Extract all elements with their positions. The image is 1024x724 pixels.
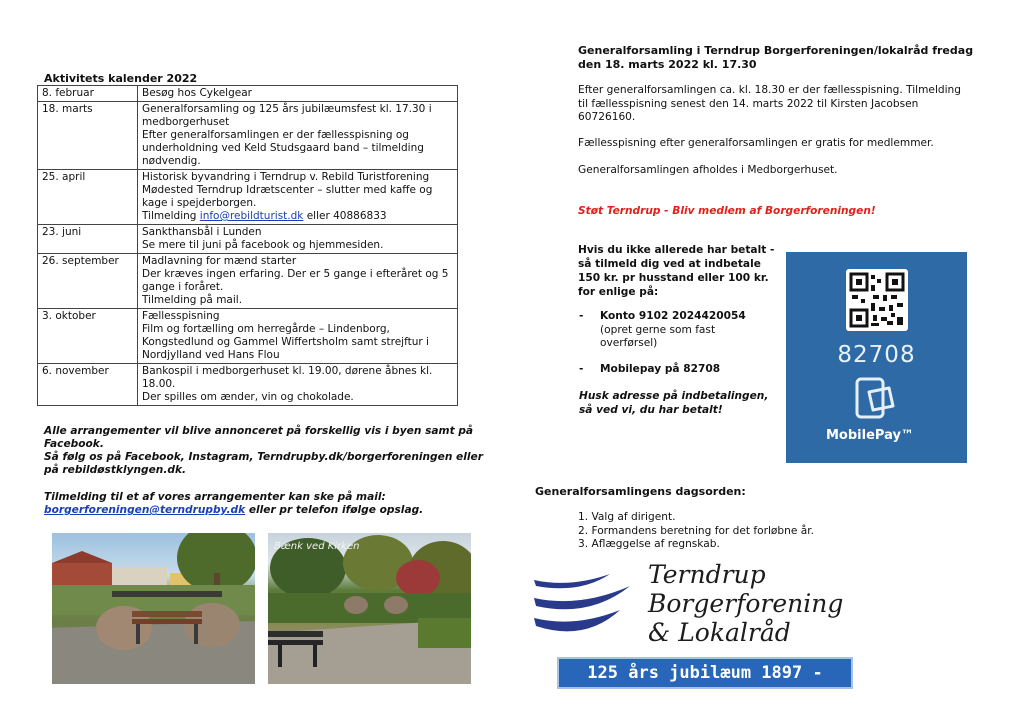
- calendar-event: Generalforsamling og 125 års jubilæumsfest kl. 17.30 i medborgerhuset Efter generalforsamlingen er der fællesspisning og underholdning ved Keld Studsgaard band – tilmelding nødvendig.: [138, 102, 458, 170]
- activity-calendar-table: [37, 85, 458, 406]
- agenda-title: Generalforsamlingens dagsorden:: [535, 485, 746, 498]
- photo-bench-church: [268, 533, 471, 684]
- general-meeting-title: Generalforsamling i Terndrup Borgerforeningen/lokalråd fredag den 18. marts 2022 kl. 17.30: [578, 44, 974, 71]
- signup-text: Tilmelding til et af vores arrangementer kan ske på mail: borgerforeningen@terndrupby.dk eller pr telefon ifølge opslag.: [44, 491, 424, 516]
- table-row: [38, 254, 458, 309]
- list-item: 1. Valg af dirigent.: [578, 511, 676, 523]
- payment-mobilepay: Mobilepay på 82708: [600, 363, 721, 375]
- calendar-event: Bankospil i medborgerhuset kl. 19.00, dørene åbnes kl. 18.00. Der spilles om ænder, vin og chokolade.: [138, 364, 458, 406]
- announcement-text: Alle arrangementer vil blive annonceret på forskellig vis i byen samt på Facebook. Så følg os på Facebook, Instagram, Terndrupby.dk/borgerforeningen eller på rebildøstklyngen.dk.: [44, 425, 483, 476]
- list-bullet: -: [579, 310, 584, 322]
- photo-village-square: [52, 533, 255, 684]
- table-row: [38, 364, 458, 406]
- list-bullet: -: [579, 363, 584, 375]
- photo-caption: Bænk ved Kirken: [274, 541, 360, 552]
- qr-code-icon: [846, 269, 908, 331]
- payment-intro: Hvis du ikke allerede har betalt - så tilmeld dig ved at indbetale 150 kr. pr husstand eller 100 kr. for enlige på:: [578, 244, 775, 298]
- logo-swoosh-icon: [530, 566, 640, 650]
- calendar-event: Besøg hos Cykelgear: [138, 86, 458, 102]
- calendar-event: Madlavning for mænd starter Der kræves ingen erfaring. Der er 5 gange i efteråret og 5 gange i foråret. Tilmelding på mail.: [138, 254, 458, 309]
- mobilepay-number: 82708: [837, 342, 916, 368]
- table-row: [38, 102, 458, 170]
- email-link[interactable]: info@rebildturist.dk: [199, 210, 304, 222]
- calendar-date: 8. februar: [38, 86, 138, 102]
- general-meeting-paragraph: Efter generalforsamlingen ca. kl. 18.30 er der fællesspisning. Tilmelding til fællesspisning senest den 14. marts 2022 til Kirsten Jacobsen 60726160.: [578, 84, 961, 123]
- mobilepay-box: [786, 252, 967, 463]
- mobilepay-phone-icon: [853, 376, 901, 426]
- logo-text: Terndrup Borgerforening & Lokalråd: [648, 560, 844, 647]
- list-item: 3. Aflæggelse af regnskab.: [578, 538, 720, 551]
- list-item: 2. Formandens beretning for det forløbne år.: [578, 524, 814, 537]
- agenda-list: [578, 511, 814, 552]
- calendar-date: 3. oktober: [38, 309, 138, 364]
- table-row: [38, 225, 458, 254]
- calendar-date: 25. april: [38, 170, 138, 225]
- jubilee-banner: 125 års jubilæum 1897 -: [557, 657, 853, 689]
- email-link[interactable]: borgerforeningen@terndrupby.dk: [44, 504, 246, 516]
- calendar-date: 26. september: [38, 254, 138, 309]
- payment-reminder: Husk adresse på indbetalingen, så ved vi, du har betalt!: [579, 390, 769, 416]
- calendar-title: Aktivitets kalender 2022: [44, 72, 198, 85]
- support-slogan: Støt Terndrup - Bliv medlem af Borgerforeningen!: [578, 205, 876, 217]
- calendar-event: Historisk byvandring i Terndrup v. Rebild Turistforening Mødested Terndrup Idrætscenter – slutter med kaffe og kage i spejderborgen. Tilmelding info@rebildturist.dk eller 40886833: [138, 170, 458, 225]
- general-meeting-paragraph: Fællesspisning efter generalforsamlingen er gratis for medlemmer.: [578, 137, 934, 149]
- table-row: [38, 170, 458, 225]
- calendar-event: Fællesspisning Film og fortælling om herregårde – Lindenborg, Kongstedlund og Gammel Wiffertsholm samt strejftur i Nordjylland ved Hans Flou: [138, 309, 458, 364]
- calendar-event: Sankthansbål i Lunden Se mere til juni på facebook og hjemmesiden.: [138, 225, 458, 254]
- general-meeting-paragraph: Generalforsamlingen afholdes i Medborgerhuset.: [578, 164, 838, 176]
- table-row: [38, 309, 458, 364]
- payment-account: Konto 9102 2024420054 (opret gerne som fast overførsel): [600, 310, 746, 349]
- calendar-date: 18. marts: [38, 102, 138, 170]
- table-row: [38, 86, 458, 102]
- mobilepay-logo: MobilePay™: [826, 428, 914, 443]
- calendar-date: 23. juni: [38, 225, 138, 254]
- calendar-date: 6. november: [38, 364, 138, 406]
